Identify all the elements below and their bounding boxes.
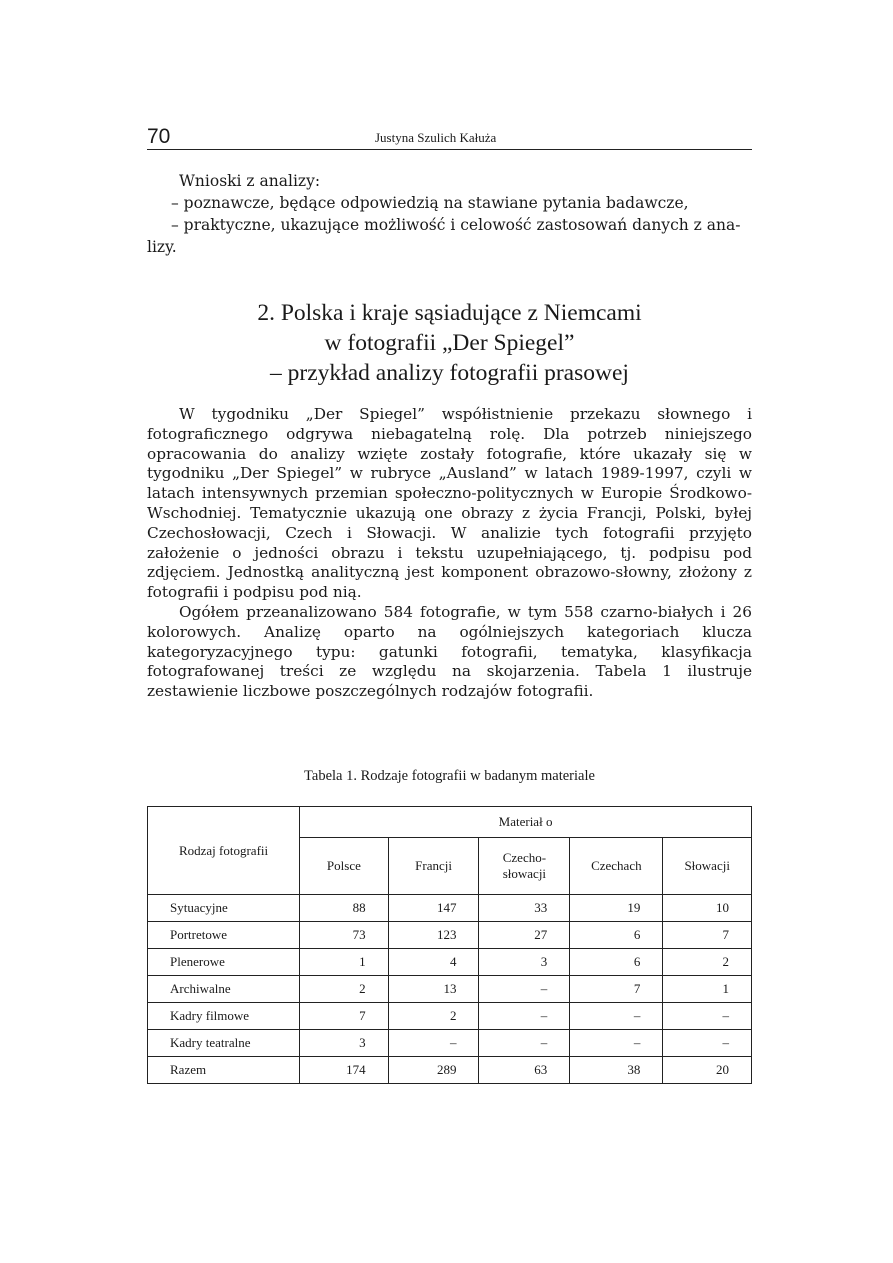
column-header: Czecho-słowacji	[479, 838, 570, 895]
table-row	[148, 895, 752, 922]
table-cell: 19	[570, 895, 663, 922]
table-cell: 7	[663, 922, 752, 949]
table-cell: 289	[388, 1057, 479, 1084]
page-number: 70	[147, 125, 171, 148]
table-cell: 174	[300, 1057, 389, 1084]
row-label: Kadry filmowe	[148, 1003, 300, 1030]
table-cell: 7	[570, 976, 663, 1003]
table-cell: 88	[300, 895, 389, 922]
section-title-line: w fotografii „Der Spiegel”	[324, 330, 575, 356]
table-cell: –	[663, 1003, 752, 1030]
table-cell: 20	[663, 1057, 752, 1084]
table-cell: –	[479, 1003, 570, 1030]
table-row	[148, 1003, 752, 1030]
table-cell: 4	[388, 949, 479, 976]
section-title-line: 2. Polska i kraje sąsiadujące z Niemcami	[257, 300, 642, 326]
table-cell: –	[388, 1030, 479, 1057]
row-label: Kadry teatralne	[148, 1030, 300, 1057]
table-cell: 123	[388, 922, 479, 949]
column-header: Francji	[388, 838, 479, 895]
table-cell: 73	[300, 922, 389, 949]
section-title	[147, 298, 752, 388]
running-header	[147, 125, 752, 150]
table-cell: 147	[388, 895, 479, 922]
table-row	[148, 949, 752, 976]
conclusion-item-cognitive: – poznawcze, będące odpowiedzią na stawiane pytania badawcze,	[171, 194, 689, 212]
table-cell: 3	[479, 949, 570, 976]
row-label: Plenerowe	[148, 949, 300, 976]
column-header: Czechach	[570, 838, 663, 895]
table-cell: 1	[300, 949, 389, 976]
table-cell: –	[479, 1030, 570, 1057]
table-cell: –	[663, 1030, 752, 1057]
table-cell: 33	[479, 895, 570, 922]
table-cell: 13	[388, 976, 479, 1003]
table-cell: 38	[570, 1057, 663, 1084]
photo-types-table	[147, 806, 752, 1084]
conclusion-item-practical-continued: lizy.	[147, 238, 177, 256]
table-cell: 6	[570, 949, 663, 976]
table-caption: Tabela 1. Rodzaje fotografii w badanym materiale	[304, 768, 595, 784]
row-label: Razem	[148, 1057, 300, 1084]
table-cell: 6	[570, 922, 663, 949]
table-body	[148, 895, 752, 1084]
table-cell: 2	[300, 976, 389, 1003]
paragraph: W tygodniku „Der Spiegel” współistnienie przekazu słownego i fotograficznego odgrywa niebagatelną rolę. Dla potrzeb niniejszego opracowania do analizy wzięte zostały fotografie, które ukazały się w tygodniku „Der Spiegel” w rubryce „Ausland” w latach 1989-1997, czyli w latach intensywnych przemian społeczno-politycznych w Europie Środkowo-Wschodniej. Tematycznie ukazują one obrazy z życia Francji, Polski, byłej Czechosłowacji, Czech i Słowacji. W analizie tych fotografii przyjęto założenie o jedności obrazu i tekstu uzupełniającego, tj. podpisu pod zdjęciem. Jednostką analityczną jest komponent obrazowo-słowny, złożony z fotografii i podpisu pod nią.	[147, 405, 752, 602]
table-cell: 1	[663, 976, 752, 1003]
column-header: Słowacji	[663, 838, 752, 895]
table-row	[148, 922, 752, 949]
table-cell: 27	[479, 922, 570, 949]
column-header: Polsce	[300, 838, 389, 895]
table-row	[148, 1030, 752, 1057]
conclusions-intro: Wnioski z analizy:	[179, 172, 321, 190]
running-head-author: Justyna Szulich Kałuża	[375, 130, 497, 145]
table-row-total	[148, 1057, 752, 1084]
conclusion-item-practical: – praktyczne, ukazujące możliwość i celowość zastosowań danych z ana-	[171, 216, 741, 234]
body-text	[147, 405, 752, 702]
row-label: Sytuacyjne	[148, 895, 300, 922]
table-cell: 2	[388, 1003, 479, 1030]
table-cell: 10	[663, 895, 752, 922]
table-cell: 2	[663, 949, 752, 976]
table-cell: 7	[300, 1003, 389, 1030]
conclusions-list	[147, 170, 752, 258]
paragraph: Ogółem przeanalizowano 584 fotografie, w tym 558 czarno-białych i 26 kolorowych. Analizę oparto na ogólniejszych kategoriach klucza kategoryzacyjnego typu: gatunki fotografii, tematyka, klasyfikacja fotografowanej treści ze względu na skojarzenia. Tabela 1 ilustruje zestawienie liczbowe poszczególnych rodzajów fotografii.	[147, 602, 752, 701]
table-cell: –	[570, 1003, 663, 1030]
section-title-line: – przykład analizy fotografii prasowej	[270, 360, 629, 386]
table-row	[148, 976, 752, 1003]
table-cell: –	[570, 1030, 663, 1057]
table-cell: 63	[479, 1057, 570, 1084]
row-label: Portretowe	[148, 922, 300, 949]
group-header-cell: Materiał o	[300, 807, 752, 838]
table-cell: –	[479, 976, 570, 1003]
row-label: Archiwalne	[148, 976, 300, 1003]
table-cell: 3	[300, 1030, 389, 1057]
row-header-cell: Rodzaj fotografii	[148, 807, 300, 895]
